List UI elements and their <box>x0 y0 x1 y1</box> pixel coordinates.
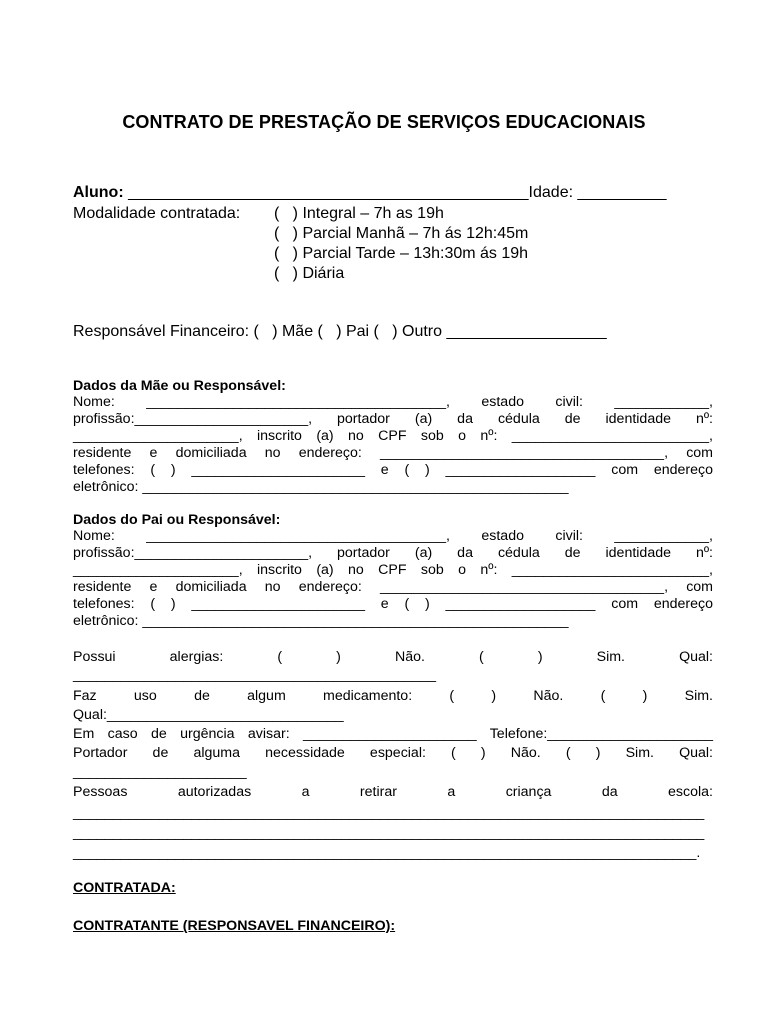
mae-line-cpf: _____________________, inscrito (a) no CPF sob o nº: _________________________, <box>73 428 713 444</box>
modalidade-label: Modalidade contratada: <box>73 205 241 222</box>
contratada-label: CONTRATADA: <box>73 880 176 896</box>
modalidade-option-diaria: ( ) Diária <box>274 265 345 282</box>
autorizadas-blank-3: _______________________________________________________________________________. <box>73 845 701 861</box>
pai-line-profissao: profissão:______________________, portador (a) da cédula de identidade nº: <box>73 545 713 561</box>
alergias-qual-line: ______________________________________________ <box>73 667 436 683</box>
necessidade-line: Portador de alguma necessidade especial: ( ) Não. ( ) Sim. Qual: <box>73 745 713 761</box>
aluno-label: Aluno: <box>73 184 124 201</box>
autorizadas-line: Pessoas autorizadas a retirar a criança da escola: <box>73 784 713 800</box>
idade-blank: __________ <box>577 184 667 201</box>
pai-line-cpf: _____________________, inscrito (a) no CPF sob o nº: _________________________, <box>73 562 713 578</box>
pai-heading: Dados do Pai ou Responsável: <box>73 512 281 528</box>
medicamento-line: Faz uso de algum medicamento: ( ) Não. ( ) Sim. <box>73 688 713 704</box>
mae-line-nome: Nome: ______________________________________, estado civil: ____________, <box>73 394 713 410</box>
aluno-blank: _____________________________________________ <box>128 184 529 201</box>
pai-line-endereco: residente e domiciliada no endereço: ____________________________________, com <box>73 579 713 595</box>
autorizadas-blank-1: ________________________________________________________________________________ <box>73 805 705 821</box>
page-title: CONTRATO DE PRESTAÇÃO DE SERVIÇOS EDUCACIONAIS <box>122 112 646 132</box>
urgencia-line: Em caso de urgência avisar: ______________________ Telefone:_____________________ <box>73 726 713 742</box>
contratante-label: CONTRATANTE (RESPONSAVEL FINANCEIRO): <box>73 918 396 934</box>
medicamento-qual-line: Qual:______________________________ <box>73 707 344 723</box>
aluno-line <box>73 184 666 202</box>
pai-line-email: eletrônico: ______________________________________________________ <box>73 613 569 629</box>
modalidade-option-manha: ( ) Parcial Manhã – 7h ás 12h:45m <box>274 225 529 242</box>
modalidade-option-integral: ( ) Integral – 7h as 19h <box>274 205 444 222</box>
mae-line-email: eletrônico: ______________________________________________________ <box>73 479 569 495</box>
necessidade-qual-line: ______________________ <box>73 764 247 780</box>
pai-line-nome: Nome: ______________________________________, estado civil: ____________, <box>73 528 713 544</box>
mae-line-telefones: telefones: ( ) ______________________ e ( ) ___________________ com endereço <box>73 462 713 478</box>
modalidade-option-tarde: ( ) Parcial Tarde – 13h:30m ás 19h <box>274 245 529 262</box>
pai-line-telefones: telefones: ( ) ______________________ e ( ) ___________________ com endereço <box>73 596 713 612</box>
mae-line-endereco: residente e domiciliada no endereço: ____________________________________, com <box>73 445 713 461</box>
responsavel-financeiro-line: Responsável Financeiro: ( ) Mãe ( ) Pai ( ) Outro __________________ <box>73 323 607 340</box>
autorizadas-blank-2: ________________________________________________________________________________ <box>73 825 705 841</box>
idade-label: Idade: <box>528 184 574 201</box>
mae-line-profissao: profissão:______________________, portador (a) da cédula de identidade nº: <box>73 411 713 427</box>
mae-heading: Dados da Mãe ou Responsável: <box>73 378 286 394</box>
alergias-line: Possui alergias: ( ) Não. ( ) Sim. Qual: <box>73 649 713 665</box>
